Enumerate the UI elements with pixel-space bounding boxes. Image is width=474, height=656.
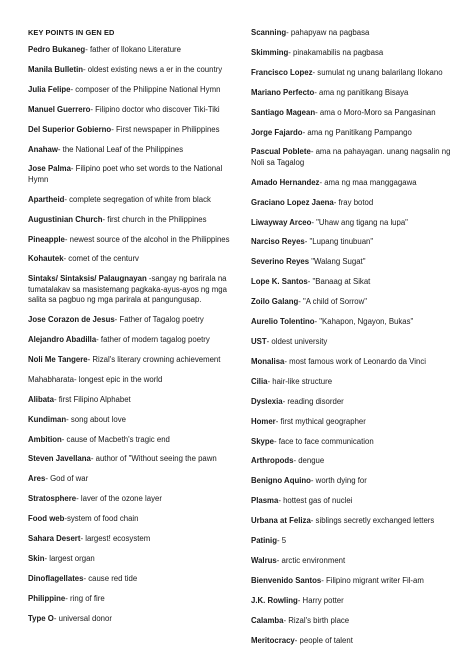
list-item [251,476,456,486]
entry-term: Anahaw [28,144,58,154]
list-item [251,357,456,367]
list-item [28,335,242,345]
entry-definition: - ama ng maa manggagawa [319,177,417,187]
entry-definition: - ama ng panitikang Bisaya [314,87,409,97]
entry-definition: - people of talent [294,635,353,645]
list-item [251,337,456,347]
list-item [251,456,456,466]
list-item [251,397,456,407]
entry-definition: - author of "Without seeing the pawn [90,454,217,464]
list-item [251,28,456,38]
entry-term: Apartheid [28,194,65,204]
entry-term: Cilia [251,376,268,386]
entry-term: Pineapple [28,234,65,244]
entry-definition: - ama ng Panitikang Pampango [302,127,412,137]
list-item [251,596,456,606]
entry-term: Ambition [28,434,62,444]
entry-definition: - dengue [293,456,325,466]
list-item [251,636,456,646]
list-item [251,317,456,327]
list-item [251,68,456,78]
entry-definition: - reading disorder [282,396,344,406]
entry-definition: - 5 [277,536,287,546]
right-entry-list [251,28,456,646]
entry-term: Philippine [28,593,66,603]
entry-term: Manuel Guerrero [28,104,91,114]
entry-definition: - Filipino doctor who discover Tiki-Tiki [90,104,220,114]
entry-term: Skimming [251,47,289,57]
list-item [251,178,456,188]
list-item [28,65,242,75]
list-item [28,355,242,365]
entry-definition: - Father of Tagalog poetry [114,315,204,325]
list-item [251,237,456,247]
entry-definition: - sumulat ng unang balarilang Ilokano [312,67,443,77]
list-item [28,125,242,135]
entry-definition: - cause red tide [83,573,138,583]
list-item [251,556,456,566]
entry-term: Lope K. Santos [251,277,308,287]
entry-definition: -sangay ng barirala na tumatalakav sa masistemang pagkaka-ayus-ayos ng mga salita sa pagbuo ng mga parirala at pangungusap. [28,274,227,305]
entry-definition: "Walang Sugat" [309,257,366,267]
list-item [28,594,242,604]
list-item [28,534,242,544]
entry-term: Mariano Perfecto [251,87,315,97]
list-item [28,105,242,115]
entry-definition: - Rizal's birth place [283,615,350,625]
entry-term: Manila Bulletin [28,64,84,74]
list-item [251,377,456,387]
entry-definition: - Filipino migrant writer Fil-am [321,575,424,585]
entry-term: Alibata [28,394,54,404]
entry-definition: - First newspaper in Philippines [111,124,220,134]
entry-definition: - largest organ [44,553,95,563]
left-column [28,28,242,634]
entry-term: J.K. Rowling [251,595,298,605]
entry-definition: - song about love [66,414,126,424]
list-item [251,198,456,208]
entry-term: Type O [28,613,54,623]
entry-definition: - composer of the Philippine National Hymn [70,84,221,94]
list-item [28,415,242,425]
entry-definition: - Filipino poet who set words to the National Hymn [28,164,223,184]
list-item [28,614,242,624]
entry-definition: - first Filipino Alphabet [54,394,131,404]
entry-definition: - father of modern tagalog poetry [96,335,210,344]
entry-definition: - oldest existing news a er in the country [83,64,223,74]
entry-term: Sintaks/ Sintaksis/ Palaugnayan [28,274,147,284]
entry-definition: - cause of Macbeth's tragic end [61,434,170,444]
entry-definition: - pinakamabilis na pagbasa [288,47,384,57]
entry-term: Homer [251,416,276,426]
entry-term: Amado Hernandez [251,177,320,187]
entry-term: Liwayway Arceo [251,217,312,227]
entry-term: Skin [28,553,45,563]
entry-term: Santiago Magean [251,107,316,117]
list-item [251,516,456,526]
entry-definition: - ama na pahayagan. unang nagsalin ng Noli sa Tagalog [251,147,451,167]
left-entry-list [28,45,242,624]
list-item [28,145,242,155]
entry-definition: - Rizal's literary crowning achievement [87,354,221,364]
entry-term: Noli Me Tangere [28,354,88,364]
entry-term: Meritocracy [251,635,295,645]
entry-term: Augustinian Church [28,214,103,224]
entry-term: Jose Corazon de Jesus [28,315,115,325]
list-item [28,164,242,185]
list-item [251,257,456,267]
entry-definition: - face to face communication [273,436,374,446]
entry-term: Steven Javellana [28,454,91,464]
entry-definition: - father of Ilokano Literature [85,45,181,54]
entry-definition: - complete seqregation of white from black [64,194,211,204]
entry-term: Narciso Reyes [251,237,305,247]
entry-term: Benigno Aquino [251,476,311,486]
entry-definition: - oldest university [266,337,328,346]
entry-term: Graciano Lopez Jaena [251,197,334,207]
entry-definition: - ring of fire [65,593,105,603]
entry-definition: - worth dying for [310,476,367,486]
list-item [251,496,456,506]
entry-term: Kundiman [28,414,67,424]
entry-term: Urbana at Feliza [251,516,311,526]
entry-definition: - first mythical geographer [275,416,366,426]
list-item [251,576,456,586]
entry-term: Arthropods [251,456,294,466]
list-item [28,494,242,504]
entry-term: Aurelio Tolentino [251,317,315,327]
entry-definition: - hottest gas of nuclei [278,496,353,506]
entry-definition: - arctic environment [276,555,346,565]
entry-term: Scanning [251,28,287,37]
page-title: KEY POINTS IN GEN ED [28,28,115,37]
list-item [251,128,456,138]
list-item [251,297,456,307]
list-item [28,215,242,225]
entry-term: UST [251,337,267,346]
entry-term: Patinig [251,536,277,546]
list-item [28,254,242,264]
entry-definition: - newest source of the alcohol in the Philippines [64,234,230,244]
entry-definition: - pahapyaw na pagbasa [286,28,370,37]
list-item [28,474,242,484]
list-item [251,88,456,98]
list-item [251,616,456,626]
list-item [28,45,242,55]
entry-term: Plasma [251,496,279,506]
list-item [28,574,242,584]
right-column [251,28,456,656]
entry-definition: - first church in the Philippines [102,214,207,224]
list-item [251,417,456,427]
list-item [251,218,456,228]
entry-term: Walrus [251,555,277,565]
entry-definition: - "Kahapon, Ngayon, Bukas" [314,317,414,327]
entry-term: Jose Palma [28,164,71,174]
list-item [251,147,456,168]
list-item [28,235,242,245]
entry-definition: -system of food chain [64,514,139,524]
list-item [28,435,242,445]
entry-term: Julia Felipe [28,84,71,94]
entry-definition: - "Banaag at Sikat [307,277,371,287]
entry-definition: - most famous work of Leonardo da Vinci [284,356,426,366]
entry-term: Zoilo Galang [251,297,299,307]
entry-term: Kohautek [28,254,64,264]
entry-definition: - comet of the centurv [63,254,139,264]
entry-definition: - the National Leaf of the Philippines [57,144,184,154]
entry-definition: - fray botod [333,197,374,207]
list-item [28,514,242,524]
entry-term: Francisco Lopez [251,67,313,77]
entry-definition: - "Lupang tinubuan" [304,237,374,247]
entry-definition: - God of war [45,474,89,484]
entry-term: Skype [251,436,274,446]
list-item [28,454,242,464]
list-item [28,315,242,325]
entry-definition: - "A child of Sorrow" [298,297,368,307]
list-item [251,48,456,58]
entry-term: Sahara Desert [28,534,81,544]
entry-term: Del Superior Gobierno [28,124,112,134]
entry-definition: - laver of the ozone layer [76,494,162,504]
entry-term: Alejandro Abadilla [28,335,97,344]
entry-definition: - "Uhaw ang tigang na lupa" [311,217,408,227]
entry-term: Food web [28,514,65,524]
entry-definition: - ama o Moro-Moro sa Pangasinan [315,107,436,117]
entry-definition: Mahabharata- longest epic in the world [28,374,163,384]
entry-term: Severino Reyes [251,257,310,267]
list-item [251,536,456,546]
entry-term: Pedro Bukaneg [28,45,86,54]
entry-definition: - Harry potter [297,595,344,605]
list-item [28,195,242,205]
list-item [28,395,242,405]
entry-definition: - universal donor [53,613,112,623]
list-item [28,375,242,385]
list-item [28,554,242,564]
list-item [251,277,456,287]
entry-term: Calamba [251,615,284,625]
list-item [28,274,242,305]
list-item [251,437,456,447]
entry-term: Bienvenido Santos [251,575,322,585]
list-item [251,108,456,118]
entry-term: Monalisa [251,356,285,366]
list-item [28,85,242,95]
entry-definition: - hair-like structure [267,376,333,386]
entry-term: Jorge Fajardo [251,127,303,137]
entry-term: Pascual Poblete [251,147,311,157]
entry-term: Stratosphere [28,494,77,504]
entry-term: Dinoflagellates [28,573,84,583]
entry-definition: - largest! ecosystem [80,534,151,544]
entry-term: Ares [28,474,46,484]
entry-term: Dyslexia [251,396,283,406]
entry-definition: - siblings secretly exchanged letters [310,516,435,526]
